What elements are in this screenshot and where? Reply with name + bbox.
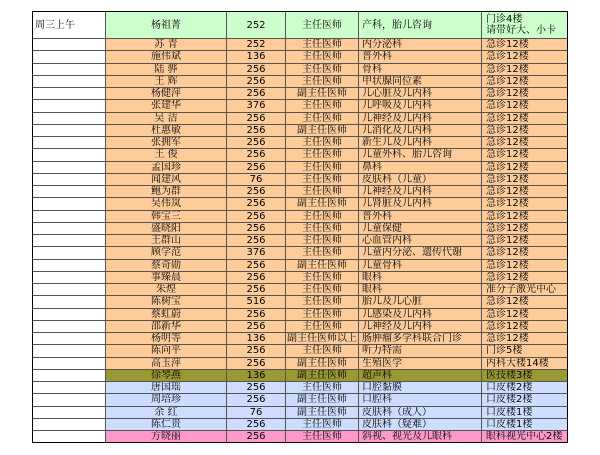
number-cell: 252 — [227, 12, 286, 39]
department-cell: 儿感染及儿内科 — [359, 309, 482, 321]
location-cell — [482, 76, 568, 88]
session-cell — [33, 211, 106, 223]
location-cell — [482, 64, 568, 76]
department-cell: 儿神经及儿内科 — [359, 113, 482, 125]
department-cell: 普外科 — [359, 211, 482, 223]
location-cell — [482, 137, 568, 149]
doctor-name: 方晓丽 — [106, 431, 227, 443]
location-text: 准分子激光中心 — [486, 284, 556, 296]
department-cell: 眼科 — [359, 284, 482, 296]
location-text: 急诊12楼 — [486, 173, 529, 185]
location-cell — [482, 296, 568, 308]
number-cell: 256 — [227, 137, 286, 149]
title-cell: 主任医师 — [286, 162, 359, 174]
location-text: 急诊12楼 — [486, 63, 529, 75]
session-cell — [33, 284, 106, 296]
department-cell: 儿神经及儿内科 — [359, 321, 482, 333]
number-cell: 256 — [227, 345, 286, 357]
session-cell — [33, 100, 106, 112]
session-cell — [33, 76, 106, 88]
location-cell — [482, 39, 568, 51]
department-cell: 皮肤科（疑难） — [359, 419, 482, 431]
title-cell: 主任医师 — [286, 64, 359, 76]
doctor-name: 鲍为群 — [106, 186, 227, 198]
location-cell — [482, 419, 568, 431]
department-cell: 新生儿及儿内科 — [359, 137, 482, 149]
number-cell: 256 — [227, 149, 286, 161]
doctor-name: 陆 骅 — [106, 64, 227, 76]
location-cell — [482, 12, 568, 39]
title-cell: 主任医师 — [286, 51, 359, 63]
department-cell: 普外科 — [359, 51, 482, 63]
location-cell — [482, 382, 568, 394]
session-cell — [33, 198, 106, 210]
doctor-name: 王群山 — [106, 235, 227, 247]
title-cell: 副主任医师以上 — [287, 333, 357, 345]
location-cell — [482, 394, 568, 406]
location-text: 急诊12楼 — [486, 247, 529, 259]
department-cell: 儿童保健 — [359, 223, 482, 235]
session-cell — [33, 51, 106, 63]
session-cell — [33, 321, 106, 333]
number-cell: 256 — [227, 382, 286, 394]
doctor-name: 顾学范 — [106, 247, 227, 259]
doctor-name: 周培珍 — [106, 394, 227, 406]
location-text: 急诊12楼 — [486, 75, 529, 87]
number-cell: 136 — [227, 51, 286, 63]
location-text: 口皮楼1楼 — [486, 418, 533, 430]
title-cell: 副主任医师 — [286, 394, 359, 406]
location-cell — [482, 125, 568, 137]
department-cell: 产科，胎儿咨询 — [359, 12, 482, 39]
session-cell — [33, 345, 106, 357]
title-cell: 主任医师 — [286, 137, 359, 149]
location-cell — [482, 321, 568, 333]
number-cell: 256 — [227, 260, 286, 272]
number-cell: 256 — [227, 358, 286, 370]
location-text: 急诊12楼 — [486, 235, 529, 247]
department-cell: 生殖医学 — [359, 358, 482, 370]
session-cell — [33, 431, 106, 443]
location-text: 急诊12楼 — [486, 51, 529, 63]
location-text: 门诊5楼 — [486, 345, 523, 357]
location-cell — [482, 309, 568, 321]
location-cell — [482, 174, 568, 186]
location-cell — [482, 370, 568, 382]
doctor-name: 事臻晨 — [106, 272, 227, 284]
department-cell: 甲状腺同位素 — [359, 76, 482, 88]
location-cell — [482, 358, 568, 370]
location-text: 急诊12楼 — [486, 308, 529, 320]
doctor-name: 韩宝三 — [106, 211, 227, 223]
session-cell — [33, 247, 106, 259]
location-text: 急诊12楼 — [486, 124, 529, 136]
doctor-name: 王 俊 — [106, 149, 227, 161]
department-cell: 儿童内分泌、遗传代谢 — [359, 247, 482, 259]
session-cell — [33, 39, 106, 51]
department-cell: 儿肾脏及儿内科 — [359, 198, 482, 210]
title-cell: 主任医师 — [286, 211, 359, 223]
doctor-name: 徐琴燕 — [106, 370, 227, 382]
doctor-name: 杨健萍 — [106, 88, 227, 100]
location-text: 眼科视光中心2楼 — [486, 431, 563, 443]
title-cell: 副主任医师 — [286, 370, 359, 382]
location-cell — [482, 198, 568, 210]
location-text: 急诊12楼 — [486, 333, 529, 345]
department-cell: 儿童外科、胎儿咨询 — [359, 149, 482, 161]
session-cell — [33, 370, 106, 382]
number-cell: 256 — [227, 272, 286, 284]
location-text: 口皮楼2楼 — [486, 382, 533, 394]
number-cell: 256 — [227, 394, 286, 406]
department-cell: 鼻科 — [359, 162, 482, 174]
department-cell: 内分泌科 — [359, 39, 482, 51]
doctor-name: 蔡虹蔚 — [106, 309, 227, 321]
number-cell: 256 — [227, 186, 286, 198]
doctor-name: 高玉萍 — [106, 358, 227, 370]
location-cell — [482, 284, 568, 296]
number-cell: 252 — [227, 39, 286, 51]
location-text: 急诊12楼 — [486, 88, 529, 100]
title-cell: 主任医师 — [286, 12, 359, 39]
doctor-name: 杜惠敏 — [106, 125, 227, 137]
location-text: 门诊4楼 — [486, 14, 523, 25]
doctor-name: 杨祖菁 — [106, 12, 227, 39]
location-text: 急诊12楼 — [486, 137, 529, 149]
number-cell: 76 — [227, 407, 286, 419]
department-cell: 听力特需 — [359, 345, 482, 357]
department-cell: 胎儿及儿心脏 — [359, 296, 482, 308]
title-cell: 主任医师 — [286, 235, 359, 247]
location-text: 急诊12楼 — [486, 296, 529, 308]
doctor-name: 张拥军 — [106, 137, 227, 149]
session-cell — [33, 382, 106, 394]
doctor-name: 吴伟岚 — [106, 198, 227, 210]
doctor-name: 盛晓阳 — [106, 223, 227, 235]
doctor-name: 吴 洁 — [106, 113, 227, 125]
number-cell: 256 — [227, 64, 286, 76]
title-cell: 主任医师 — [286, 431, 359, 443]
title-cell: 主任医师 — [286, 76, 359, 88]
number-cell: 136 — [227, 333, 286, 345]
number-cell: 256 — [227, 419, 286, 431]
department-cell: 超声科 — [359, 370, 482, 382]
number-cell: 256 — [227, 162, 286, 174]
title-cell: 主任医师 — [286, 100, 359, 112]
location-cell — [482, 186, 568, 198]
department-cell: 儿消化及儿内科 — [359, 125, 482, 137]
session-cell — [33, 272, 106, 284]
session-cell — [33, 333, 106, 345]
department-cell: 口腔科 — [359, 394, 482, 406]
doctor-name: 闻建风 — [106, 174, 227, 186]
department-cell: 眼科 — [359, 272, 482, 284]
title-cell: 主任医师 — [286, 247, 359, 259]
session-label: 周三上午 — [33, 12, 106, 39]
location-cell — [482, 149, 568, 161]
title-cell: 副主任医师 — [286, 260, 359, 272]
department-cell: 儿童骨科 — [359, 260, 482, 272]
department-cell: 儿神经及儿内科 — [359, 186, 482, 198]
location-cell — [482, 260, 568, 272]
location-text: 急诊12楼 — [486, 186, 529, 198]
number-cell: 256 — [227, 309, 286, 321]
number-cell: 376 — [227, 100, 286, 112]
session-cell — [33, 125, 106, 137]
title-cell: 副主任医师 — [286, 407, 359, 419]
location-text: 急诊12楼 — [486, 222, 529, 234]
department-cell: 心血管内科 — [359, 235, 482, 247]
number-cell: 256 — [227, 76, 286, 88]
number-cell: 136 — [227, 370, 286, 382]
location-text: 急诊12楼 — [486, 210, 529, 222]
location-cell — [482, 113, 568, 125]
title-cell: 副主任医师 — [286, 88, 359, 100]
number-cell: 76 — [227, 174, 286, 186]
department-cell: 儿呼吸及儿内科 — [359, 100, 482, 112]
location-cell — [482, 162, 568, 174]
location-note: 请带好大、小卡 — [486, 25, 556, 36]
number-cell: 256 — [227, 211, 286, 223]
title-cell: 副主任医师 — [286, 198, 359, 210]
session-cell — [33, 223, 106, 235]
title-cell: 主任医师 — [286, 382, 359, 394]
doctor-name: 张建华 — [106, 100, 227, 112]
location-text: 急诊12楼 — [486, 320, 529, 332]
session-cell — [33, 394, 106, 406]
department-cell: 斜视、视光及儿眼科 — [359, 431, 482, 443]
title-cell: 主任医师 — [286, 419, 359, 431]
number-cell: 256 — [227, 284, 286, 296]
doctor-name: 邵新华 — [106, 321, 227, 333]
session-cell — [33, 407, 106, 419]
session-cell — [33, 309, 106, 321]
number-cell: 256 — [227, 321, 286, 333]
location-cell — [482, 431, 568, 443]
number-cell: 256 — [227, 88, 286, 100]
department-cell: 皮肤科（成人） — [359, 407, 482, 419]
location-cell — [482, 345, 568, 357]
doctor-name: 朱煌 — [106, 284, 227, 296]
doctor-name: 陈树宝 — [106, 296, 227, 308]
number-cell: 256 — [227, 198, 286, 210]
session-cell — [33, 260, 106, 272]
title-cell: 主任医师 — [286, 186, 359, 198]
title-cell: 主任医师 — [286, 149, 359, 161]
title-cell: 副主任医师 — [286, 125, 359, 137]
department-cell: 肠肿瘤多学科联合门诊 — [359, 333, 482, 345]
doctor-name: 施伟斌 — [106, 51, 227, 63]
department-cell: 皮肤科（儿童） — [359, 174, 482, 186]
session-cell — [33, 113, 106, 125]
session-cell — [33, 419, 106, 431]
doctor-name: 余 红 — [106, 407, 227, 419]
title-cell: 主任医师 — [286, 223, 359, 235]
session-cell — [33, 88, 106, 100]
title-cell: 主任医师 — [286, 321, 359, 333]
location-cell — [482, 407, 568, 419]
title-cell: 主任医师 — [286, 39, 359, 51]
schedule-table — [32, 11, 568, 443]
location-cell — [482, 235, 568, 247]
location-text: 急诊12楼 — [486, 149, 529, 161]
title-cell: 主任医师 — [286, 174, 359, 186]
number-cell: 256 — [227, 235, 286, 247]
doctor-name: 王 辉 — [106, 76, 227, 88]
number-cell: 516 — [227, 296, 286, 308]
session-cell — [33, 358, 106, 370]
session-cell — [33, 296, 106, 308]
number-cell: 256 — [227, 223, 286, 235]
number-cell: 256 — [227, 431, 286, 443]
doctor-name: 苏 青 — [106, 39, 227, 51]
doctor-name: 陈向平 — [106, 345, 227, 357]
department-cell: 口腔黏膜 — [359, 382, 482, 394]
location-cell — [482, 51, 568, 63]
number-cell: 256 — [227, 113, 286, 125]
title-cell: 主任医师 — [286, 113, 359, 125]
location-text: 口皮楼1楼 — [486, 406, 533, 418]
location-text: 医技楼3楼 — [486, 369, 533, 381]
number-cell: 256 — [227, 125, 286, 137]
session-cell — [33, 137, 106, 149]
location-cell — [482, 333, 568, 345]
title-cell: 主任医师 — [286, 345, 359, 357]
doctor-name: 杨明等 — [106, 333, 227, 345]
doctor-name: 陈仁贵 — [106, 419, 227, 431]
doctor-name: 孟国珍 — [106, 162, 227, 174]
session-cell — [33, 186, 106, 198]
title-cell: 主任医师 — [286, 272, 359, 284]
location-cell — [482, 211, 568, 223]
title-cell: 副主任医师 — [286, 358, 359, 370]
location-cell — [482, 100, 568, 112]
session-cell — [33, 174, 106, 186]
location-text: 急诊12楼 — [486, 259, 529, 271]
location-text: 急诊12楼 — [486, 198, 529, 210]
location-text: 口皮楼2楼 — [486, 394, 533, 406]
doctor-name: 蔡奇勋 — [106, 260, 227, 272]
session-cell — [33, 64, 106, 76]
department-cell: 骨科 — [359, 64, 482, 76]
location-text: 急诊12楼 — [486, 100, 529, 112]
number-cell: 376 — [227, 247, 286, 259]
location-cell — [482, 272, 568, 284]
location-cell — [482, 223, 568, 235]
location-text: 急诊12楼 — [486, 112, 529, 124]
location-cell — [482, 88, 568, 100]
title-cell: 主任医师 — [286, 284, 359, 296]
location-text: 急诊12楼 — [486, 271, 529, 283]
location-text: 内科大楼14楼 — [486, 357, 549, 369]
title-cell: 主任医师 — [286, 296, 359, 308]
department-cell: 儿心脏及儿内科 — [359, 88, 482, 100]
doctor-name: 唐国瑶 — [106, 382, 227, 394]
session-cell — [33, 149, 106, 161]
session-cell — [33, 235, 106, 247]
title-cell: 主任医师 — [286, 309, 359, 321]
location-text: 急诊12楼 — [486, 39, 529, 51]
location-cell — [482, 247, 568, 259]
session-cell — [33, 162, 106, 174]
location-text: 急诊12楼 — [486, 161, 529, 173]
